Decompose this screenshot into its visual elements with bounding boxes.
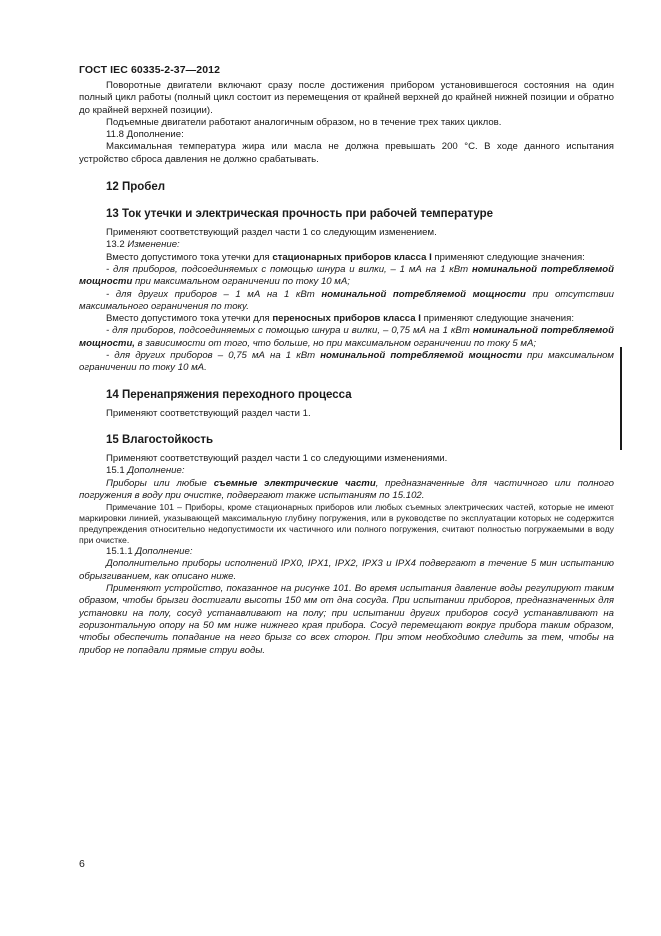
text: - для приборов, подсоединяемых с помощью шнура и вилки, – 1 мА на 1 кВт [106, 263, 472, 275]
page-header: ГОСТ IEC 60335-2-37—2012 [79, 64, 221, 76]
text: применяют следующие значения: [431, 251, 585, 263]
section-heading-13: 13 Ток утечки и электрическая прочность при рабочей температуре [106, 208, 494, 221]
text: - для приборов, подсоединяемых с помощью шнура и вилки, – 0,75 мА на 1 кВт [106, 325, 473, 337]
paragraph: Применяют соответствующий раздел части 1 со следующими изменениями. [106, 452, 448, 464]
list-item [79, 289, 614, 314]
text: Приборы или любые [106, 477, 214, 489]
subclause-label: Изменение: [127, 239, 180, 251]
paragraph [79, 478, 614, 503]
paragraph: Применяют соответствующий раздел части 1 со следующим изменением. [106, 227, 437, 239]
subclause-number: 13.2 [106, 239, 128, 251]
text: - для других приборов – 0,75 мА на 1 кВт [106, 350, 321, 362]
paragraph: Подъемные двигатели работают аналогичным образом, но в течение трех таких циклов. [106, 116, 502, 128]
defined-term: номинальной потребляемой мощности [320, 350, 522, 362]
text: - для других приборов – 1 мА на 1 кВт [106, 288, 322, 300]
paragraph: Максимальная температура жира или масла не должна превышать 200 °С. В ходе данного испытания устройство сброса давления не должно срабатывать. [79, 141, 614, 165]
text: при максимальном ограничении по току 10 мА. [79, 350, 615, 374]
text: при отсутствии максимального ограничения по току. [79, 288, 614, 312]
text: Вместо допустимого тока утечки для [106, 251, 273, 263]
text: применяют следующие значения: [420, 313, 574, 325]
subclause-number: 15.1 [106, 465, 128, 477]
subclause-number: 15.1.1 [106, 546, 136, 558]
paragraph: Применяют устройство, показанное на рисунке 101. Во время испытания давление воды регулируют таким образом, чтобы брызги достигали высоты 150 мм от дна сосуда. При испытании приборов, предназначенных для установки на полу, сосуд устанавливают на полу; при испытании других приборов сосуд устанавливают на горизонтальную опору на 50 мм ниже нижнего края прибора. Сосуд перемещают вокруг прибора таким образом, чтобы обеспечить попадание на него брызг со всех сторон. При этом необходимо следить за тем, чтобы на прибор не попадали прямые струи воды. [79, 583, 614, 656]
text: , предназначенные для частичного или полного погружения в воду при очистке, подвергают также испытаниям по 15.102. [79, 477, 614, 501]
paragraph [79, 313, 614, 325]
text: в зависимости от того, что больше, но при максимальном ограничении по току 5 мА; [134, 337, 537, 349]
defined-term: переносных приборов класса I [272, 313, 421, 325]
section-heading-12: 12 Пробел [106, 181, 166, 194]
document-body [79, 80, 614, 657]
defined-term: стационарных приборов класса I [272, 251, 432, 263]
subclause-label: Дополнение: [135, 546, 193, 558]
section-heading-15: 15 Влагостойкость [106, 433, 214, 446]
list-item [79, 325, 614, 350]
defined-term: номинальной потребляемой мощности, [79, 325, 614, 349]
subclause-13-2 [79, 239, 614, 251]
subclause-15-1-1 [79, 546, 614, 558]
paragraph: Поворотные двигатели включают сразу после достижения прибором установившегося состояния на один полный цикл работы (полный цикл состоит из перемещения от крайней верхней до крайней нижней позиции и обратно до крайней верхней позиции). [79, 80, 614, 116]
list-item [79, 350, 614, 375]
note-101: Примечание 101 – Приборы, кроме стационарных приборов или любых съемных электрических частей, которые не имеют маркировки линией, указывающей максимальную глубину погружения, или в руководстве по эксплуатации которых не содержится предупреждения относительно недопустимости их частичного или полного погружения, считают полностью погружаемыми в воду при очистке. [79, 502, 614, 546]
paragraph: Применяют соответствующий раздел части 1. [106, 407, 311, 419]
subclause-15-1 [79, 465, 614, 477]
change-bar [620, 347, 622, 450]
list-item [79, 264, 614, 289]
paragraph: Дополнительно приборы исполнений IPX0, IPX1, IPX2, IPX3 и IPX4 подвергают в течение 5 мин испытанию обрызгиванием, как описано ниже. [79, 558, 614, 582]
paragraph [79, 252, 614, 264]
text: Вместо допустимого тока утечки для [106, 313, 273, 325]
defined-term: номинальной потребляемой мощности [321, 288, 526, 300]
page-number: 6 [79, 858, 85, 870]
defined-term: номинальной потребляемой мощности [79, 263, 614, 288]
text: при максимальном ограничении по току 10 мА; [132, 276, 350, 288]
paragraph: 11.8 Дополнение: [106, 129, 184, 141]
defined-term: съемные электрические части [213, 477, 376, 489]
subclause-label: Дополнение: [127, 465, 185, 477]
section-heading-14: 14 Перенапряжения переходного процесса [106, 388, 352, 401]
